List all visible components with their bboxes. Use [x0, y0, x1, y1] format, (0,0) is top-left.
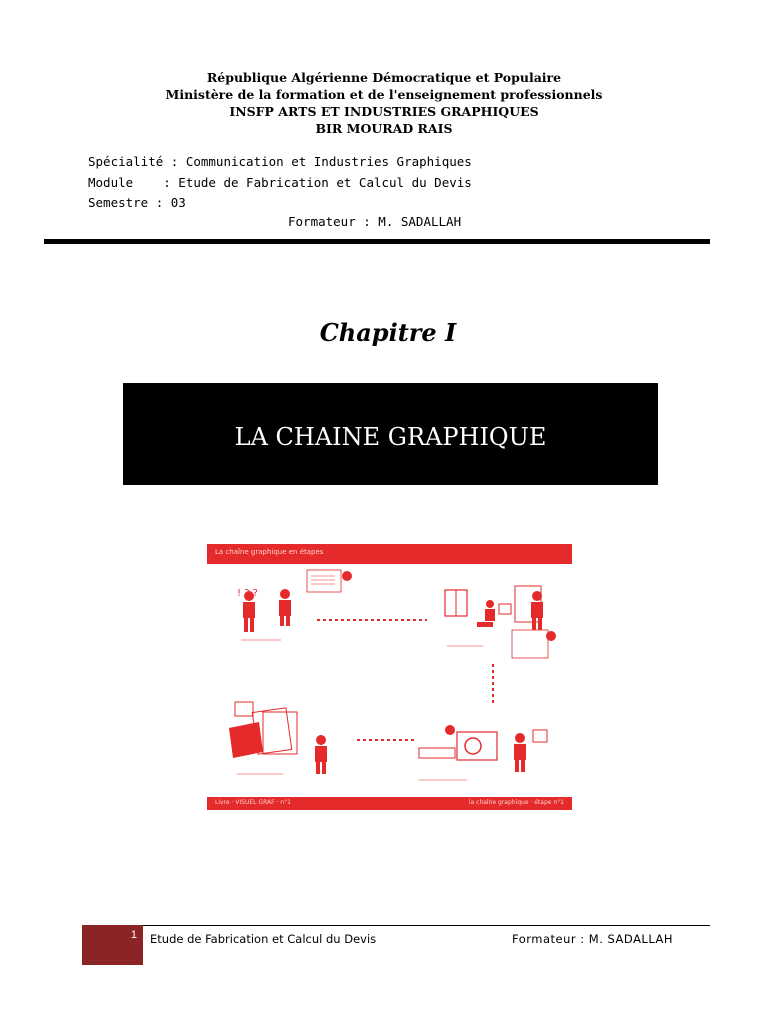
- meta-semestre: Semestre : 03: [88, 195, 186, 210]
- chapter-heading: Chapitre I: [319, 318, 457, 347]
- meta-module: Module : Etude de Fabrication et Calcul du Devis: [88, 175, 472, 190]
- chain-graphic-figure: [207, 544, 572, 810]
- header-line-ministry: Ministère de la formation et de l'enseignement professionnels: [165, 87, 603, 102]
- footer-formateur-text: Formateur : M. SADALLAH: [512, 932, 674, 946]
- figure-header-text: La chaîne graphique en étapes: [215, 548, 324, 556]
- person-icon: [279, 589, 291, 626]
- figure-illustration: [207, 544, 572, 810]
- page-number: 1: [130, 929, 137, 941]
- figure-footer-bar: [207, 797, 572, 810]
- title-banner: [123, 383, 658, 485]
- meta-specialite: Spécialité : Communication et Industries Graphiques: [88, 154, 472, 169]
- header-line-institute: INSFP ARTS ET INDUSTRIES GRAPHIQUES: [229, 104, 539, 119]
- person-icon: [477, 600, 495, 627]
- header-line-location: BIR MOURAD RAIS: [315, 121, 453, 136]
- person-icon: [531, 591, 543, 630]
- page-number-box: [82, 925, 143, 965]
- figure-footer-left: Livre · VISUEL GRAF · n°1: [215, 799, 291, 806]
- meta-formateur: Formateur : M. SADALLAH: [288, 214, 462, 229]
- figure-footer-right: la chaîne graphique · étape n°1: [468, 799, 564, 806]
- footer-module-text: Etude de Fabrication et Calcul du Devis: [150, 932, 377, 946]
- header-line-republic: République Algérienne Démocratique et Populaire: [206, 70, 562, 85]
- svg-text:! ? ?: ! ? ?: [237, 588, 258, 599]
- person-icon: [315, 735, 327, 774]
- document-title: LA CHAINE GRAPHIQUE: [234, 423, 547, 451]
- person-icon: [514, 733, 526, 772]
- footer-divider: [143, 925, 710, 926]
- header-divider: [44, 239, 710, 244]
